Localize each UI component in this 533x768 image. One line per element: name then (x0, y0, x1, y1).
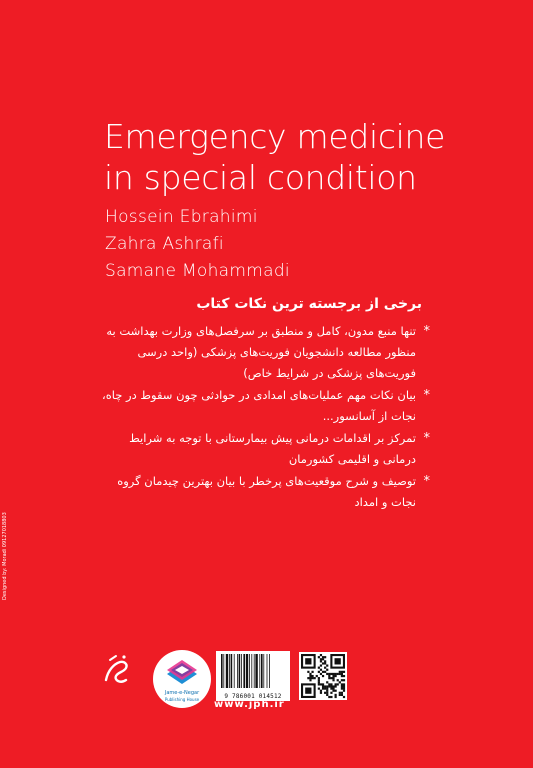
list-item-text: بیان نکات مهم عملیات‌های امدادی در حوادثی چون سقوط در چاه، نجات از آسانسور... (102, 388, 416, 423)
barcode-icon (220, 654, 286, 690)
book-title-line: in special condition (104, 158, 417, 197)
calligraphy-logo-icon (100, 650, 134, 690)
publisher-subtitle: Publishing House (164, 697, 200, 702)
designer-credit: Designed by: Moradi 09127018803 (2, 512, 8, 600)
list-item-text: تنها منبع مدون، کامل و منطبق بر سرفصل‌های وزارت بهداشت به منظور مطالعه دانشجویان فوریت‌های پزشکی (واحد درسی فوریت‌های پزشکی در شرایط خاص) (106, 324, 416, 380)
asterisk-bullet-icon: * (423, 431, 430, 446)
author-name: Samane Mohammadi (105, 261, 290, 281)
asterisk-bullet-icon: * (423, 474, 430, 489)
book-title (104, 116, 524, 198)
list-item-text: تمرکز بر اقدامات درمانی پیش بیمارستانی با توجه به شرایط درمانی و اقلیمی کشورمان (129, 431, 416, 466)
asterisk-bullet-icon: * (423, 324, 430, 339)
list-item (96, 321, 430, 384)
highlights-section (96, 293, 430, 514)
list-item (96, 385, 430, 427)
asterisk-bullet-icon: * (423, 388, 430, 403)
list-item-text: توصیف و شرح موقعیت‌های پرخطر با بیان بهترین چیدمان گروه نجات و امداد (117, 474, 416, 509)
publisher-logo (153, 650, 211, 708)
author-name: Zahra Ashrafi (105, 234, 224, 254)
publisher-name: Jame-e-Negar (164, 690, 200, 696)
book-title-line: Emergency medicine (104, 117, 446, 156)
list-item (96, 471, 430, 513)
publisher-emblem-icon (163, 658, 201, 688)
qr-code-icon (299, 652, 347, 700)
highlights-list (96, 321, 430, 513)
publisher-website: www.jph.ir (214, 699, 285, 710)
author-name: Hossein Ebrahimi (105, 207, 258, 227)
highlights-heading: برخی از برجسته ترین نکات کتاب (196, 296, 422, 312)
isbn-number: 9 786001 014512 (224, 693, 282, 700)
list-item (96, 428, 430, 470)
isbn-barcode (216, 651, 290, 701)
author-list (105, 204, 290, 285)
